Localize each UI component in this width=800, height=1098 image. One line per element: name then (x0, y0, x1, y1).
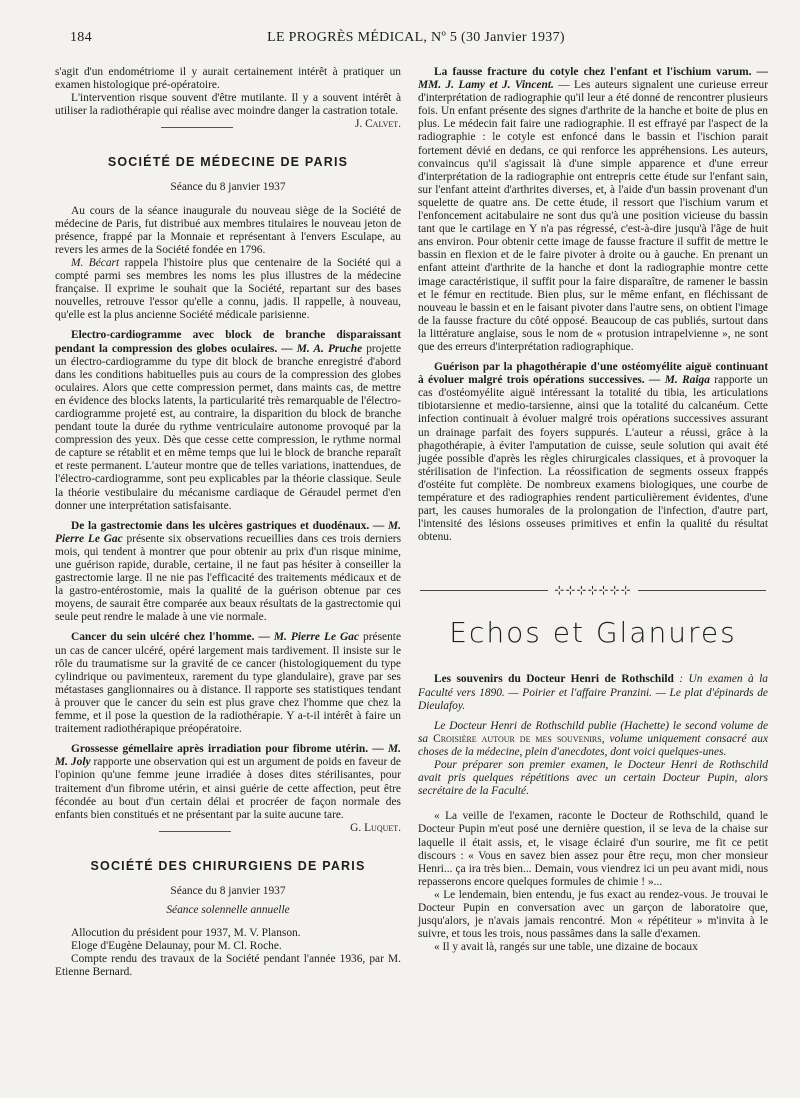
s1-paragraph-4 (55, 520, 401, 625)
echos-quote-2: « Le lendemain, bien entendu, je fus exact au rendez-vous. Je trouvai le Docteur Pupin en conversation avec un garçon de laboratoire que, jusqu'alors, je n'avais jamais rencontré. Mon « répétiteur » m'invita à le suivre, et tous les trois, nous passâmes dans la salle d'examen. (418, 888, 768, 941)
heading-fausse-fracture: La fausse fracture du cotyle chez l'enfant et l'ischium varum. (434, 66, 752, 78)
section-subtitle-chirurgiens: Séance solennelle annuelle (166, 903, 290, 916)
echos-title: Echos et Glanures (449, 616, 737, 650)
intro-paragraph-2 (55, 92, 401, 131)
r-paragraph-1-text: — Les auteurs signalent une curieuse erreur d'interprétation de radiographie qu'il leur a été donné de rencontrer plusieurs fois. Un enfant présente des signes d'arthrite de la hanche et boite de plus en plus. Le médecin fait faire une radiographie. Il est effrayé par l'aspect de la radiographie : le cotyle est enfoncé dans le bassin et l'ischion parait fortement dévié en dedans, ce qui renforce les appréhensions. Les auteurs, convaincus qu'il s'agissait là d'une simple apparence et d'une erreur d'interprétation de la radiographie ont entrepris cette étude sur l'enfant sain, sur l'enfant atteint d'arthrites diverses, et, à l'aide d'un bassin provenant d'un squelette de quatre ans. De cette étude, il ressort que l'ischium varum et l'enfoncement acitabulaire ne sont dus qu'à une position vicieuse du bassin tant que le cartilage en Y n'a pas régressé, c'est-à-dire jusqu'à l'âge de huit ans environ. Pour obtenir cette image de fausse fracture il suffit de mettre le bassin en flexion et de le faire pivoter à droite ou à gauche. En prenant un enfant atteint d'arthrite de la hanche et dont la radiographie montre cette image caractéristique, il suffit pour la faire disparaître, de ramener le bassin et le fémur en rectitude. Bien plus, sur le même enfant, en fléchissant de nouveau le bassin et en le faisant pivoter dans l'autre sens, on obtient l'image de la fausse fracture du côté opposé. Beaucoup de cas publiés, surtout dans la littérature anglaise, sous le nom de « protusion intrapelvienne », ne sont que des erreurs d'interprétation radiographique. (418, 79, 768, 353)
s1-paragraph-4-text: présente six observations recueillies dans ces trois derniers mois, qui tendent à montrer que pour obtenir au prix d'un risque minime, une guérison rapide, durable, certaine, il ne faut pas hésiter à conseiller la gastrectomie large. Il ne nie pas l'efficacité des traitements médicaux et de la gastro-entérostomie, mais la qualité de la guérison obtenue par ces moyens, de saurait être comparée aux beaux résultats de la gastrectomie qui seule peut rendre le malade à une vie normale. (55, 532, 401, 624)
author-le-gac-2: — M. Pierre Le Gac (254, 631, 360, 644)
echos-heading-rest: : Un examen à la Faculté vers 1890. — Poirier et l'affaire Pranzini. — Le plat d'épinards de Dieulafoy. (418, 673, 768, 712)
journal-title: LE PROGRÈS MÉDICAL, Nº 5 (30 Janvier 1937) (267, 30, 565, 45)
echos-italic-1 (418, 720, 768, 759)
section-date-medecine: Séance du 8 janvier 1937 (170, 181, 286, 194)
s1-paragraph-2 (55, 257, 401, 322)
heading-phagotherapie: Guérison par la phagothérapie d'une ostéomyélite aiguë continuant à évoluer malgré trois opérations successives. (418, 361, 768, 387)
s1-paragraph-6 (55, 743, 401, 834)
section-title-chirurgiens: SOCIÉTÉ DES CHIRURGIENS DE PARIS (90, 858, 366, 873)
divider (161, 127, 233, 128)
s2-line-2: Eloge d'Eugène Delaunay, pour M. Cl. Roche. (71, 940, 282, 953)
echos-italic-1a: Le Docteur Henri de Rothschild publie (Hachette) le second volume de sa (418, 719, 768, 745)
section-ornament (418, 584, 768, 596)
book-title: Croisière autour de mes souvenirs (433, 732, 602, 745)
section-date-chirurgiens: Séance du 8 janvier 1937 (170, 884, 286, 897)
intro-paragraph-1: s'agit d'un endométriome il y aurait certainement intérêt à pratiquer un examen histologique pré-opératoire. (55, 66, 401, 92)
author-lamy-vincent: — MM. J. Lamy et J. Vincent. (418, 66, 768, 92)
r-paragraph-2-text: rapporte un cas d'ostéomyélite aiguë intéressant la totalité du tibia, les articulations tibiotarsienne et medio-tarsienne, ainsi que la totalité du calcanéum. Cette infection continuait à évoluer malgré trois opérations successives assurant un drainage parfait des foyers suppurés. L'auteur a réussi, grâce à la phagothérapie, à éviter l'amputation de cuisse, seule solution qui avait été jugée possible d'après les règles chirurgicales classiques, et à provoquer la stérilisation de l'infection. La réossification de segments osseux frappés d'ostéite fut complète. De nombreux examens biologiques, une courbe de température et des radiographies rendent particulièrement évidentes, d'une part, les causes humorales de la prolongation de l'infection, d'autre part, l'intensité des lésions osseuses primitives et enfin la qualité du résultat obtenu. (418, 374, 768, 544)
signature-luquet: G. Luquet. (350, 821, 401, 834)
left-column (55, 66, 401, 979)
heading-gastrectomie: De la gastrectomie dans les ulcères gastriques et duodénaux. (71, 519, 370, 532)
echos-quote-3: « Il y avait là, rangés sur une table, une dizaine de bocaux (434, 941, 698, 954)
author-le-gac-1: — M. Pierre Le Gac (55, 519, 402, 545)
echos-heading (418, 673, 768, 712)
echos-italic-1c: , volume uniquement consacré aux choses de la médecine, plein d'anecdotes, dont voici quelques-unes. (418, 732, 768, 758)
author-pruche: — M. A. Pruche (277, 342, 363, 355)
r-paragraph-2 (418, 361, 768, 544)
s1-paragraph-5-text: présente un cas de cancer ulcéré, opéré largement mais tardivement. Il insiste sur le rôle du traumatisme sur la gravité de ce cancer (histologiquement du type cylindrique ou pavimenteux, rarement du type glandulaire), grave par ses métastases ganglionnaires ou à distance. Il rapporte ses statistiques tendant à prouver que le cancer du sein est plus grave chez l'homme que chez la femme, et il pose la question de la radiothérapie. Y a-t-il intérêt à faire un traitement radiothérapique préopératoire. (55, 631, 402, 736)
page-number: 184 (70, 30, 92, 45)
signature-calvet: J. Calvet. (354, 118, 401, 131)
divider (159, 831, 231, 832)
intro-paragraph-2-text: L'intervention risque souvent d'être mutilante. Il y a souvent intérêt à utiliser la radiothérapie qui réalise avec moindre danger la castration totale. (55, 92, 401, 118)
s2-line-1: Allocution du président pour 1937, M. V. Planson. (71, 927, 301, 940)
r-paragraph-1 (418, 66, 768, 354)
heading-electrocardiogramme: Electro-cardiogramme avec block de branche disparaissant pendant la compression des globes oculaires. (55, 329, 401, 355)
author-raiga: — M. Raiga (644, 374, 710, 387)
heading-cancer-sein: Cancer du sein ulcéré chez l'homme. (71, 631, 255, 644)
echos-italic-2: Pour préparer son premier examen, le Docteur Henri de Rothschild avait pris quelques répétitions avec un certain Docteur Pupin, alors secrétaire de la Faculté. (418, 759, 768, 798)
echos-heading-bold: Les souvenirs du Docteur Henri de Rothschild (434, 673, 674, 686)
s2-line-3: Compte rendu des travaux de la Société pendant l'année 1936, par M. Etienne Bernard. (55, 953, 401, 979)
echos-quote-1: « La veille de l'examen, raconte le Docteur de Rothschild, quand le Docteur Pupin m'eut posé une dernière question, il se leva de la chaise sur laquelle il était assis, et, le visage éclairé d'un sourire, me fit ce petit discours : « Vous en savez bien assez pour être reçu, mon cher monsieur Henri... ça ira très bien... Demain, vous viendrez ici un peu avant midi, nous repasserons encore quelques formules de chimie ! »... (418, 810, 768, 888)
ornament-glyphs: ⊹⊹⊹⊹⊹⊹⊹ (554, 582, 632, 597)
s1-paragraph-6-text: rapporte une observation qui est un argument de poids en faveur de l'opinion qu'une femme jeune irradiée à doses dites stérilisantes, pour traitement d'un fibrome utérin, et ainsi guérie de cette affection, peut être fécondée au bout d'un certain délai et procréer de façon normale des enfants bien constitués et ne présentant par la suite aucune tare. (55, 756, 401, 821)
section-title-medecine: SOCIÉTÉ DE MÉDECINE DE PARIS (107, 155, 349, 170)
author-joly: — M. M. Joly (55, 743, 401, 769)
s1-paragraph-2-text: rappela l'histoire plus que centenaire de la Société qui a compté parmi ses membres les noms les plus illustres de la médecine française. Il exprime le souhait que la Société, repartant sur des bases nouvelles, retrouve l'essor qu'elle a connu, jadis. Il rappelle, à nouveau, qu'elle est la plus ancienne Société médicale parisienne. (55, 256, 402, 322)
running-header (70, 30, 762, 52)
s1-paragraph-1: Au cours de la séance inaugurale du nouveau siège de la Société de médecine de Paris, fut distribué aux membres titulaires le nouveau jeton de présence, frappé par la Monnaie et représentant à l'envers Esculape, au revers les armes de la Société fondée en 1796. (55, 204, 401, 256)
heading-grossesse: Grossesse gémellaire après irradiation pour fibrome utérin. (71, 743, 369, 756)
s1-paragraph-5 (55, 631, 401, 736)
author-becart: M. Bécart (71, 256, 120, 269)
s1-paragraph-3 (55, 329, 401, 512)
s1-paragraph-3-text: projette un électro-cardiogramme du type dit block de branche enregistré d'abord dans les conditions habituelles puis au cours de la compression des globes oculaires. Alors que cette compression permet, dans maints cas, de mettre en évidence des blocks latents, la particularité très remarquable de l'électro-cardiogramme projeté est, au contraire, la disparition du block de branche pendant toute la durée du rythme ventriculaire autonome provoqué par la compression des yeux. Dès que cesse cette compression, le rythme normal de capture se rétablit et en même temps que lui le block de branche reparaît et reste permanent. L'auteur montre que de telles variations, inattendues, de l'électro-cardiogramme, sont peu explicables par la théorie classique. Seule la théorie vestibulaire du mécanisme cardiaque de Géraudel permet d'en donner une interprétation satisfaisante. (55, 342, 401, 512)
right-column (418, 66, 768, 954)
